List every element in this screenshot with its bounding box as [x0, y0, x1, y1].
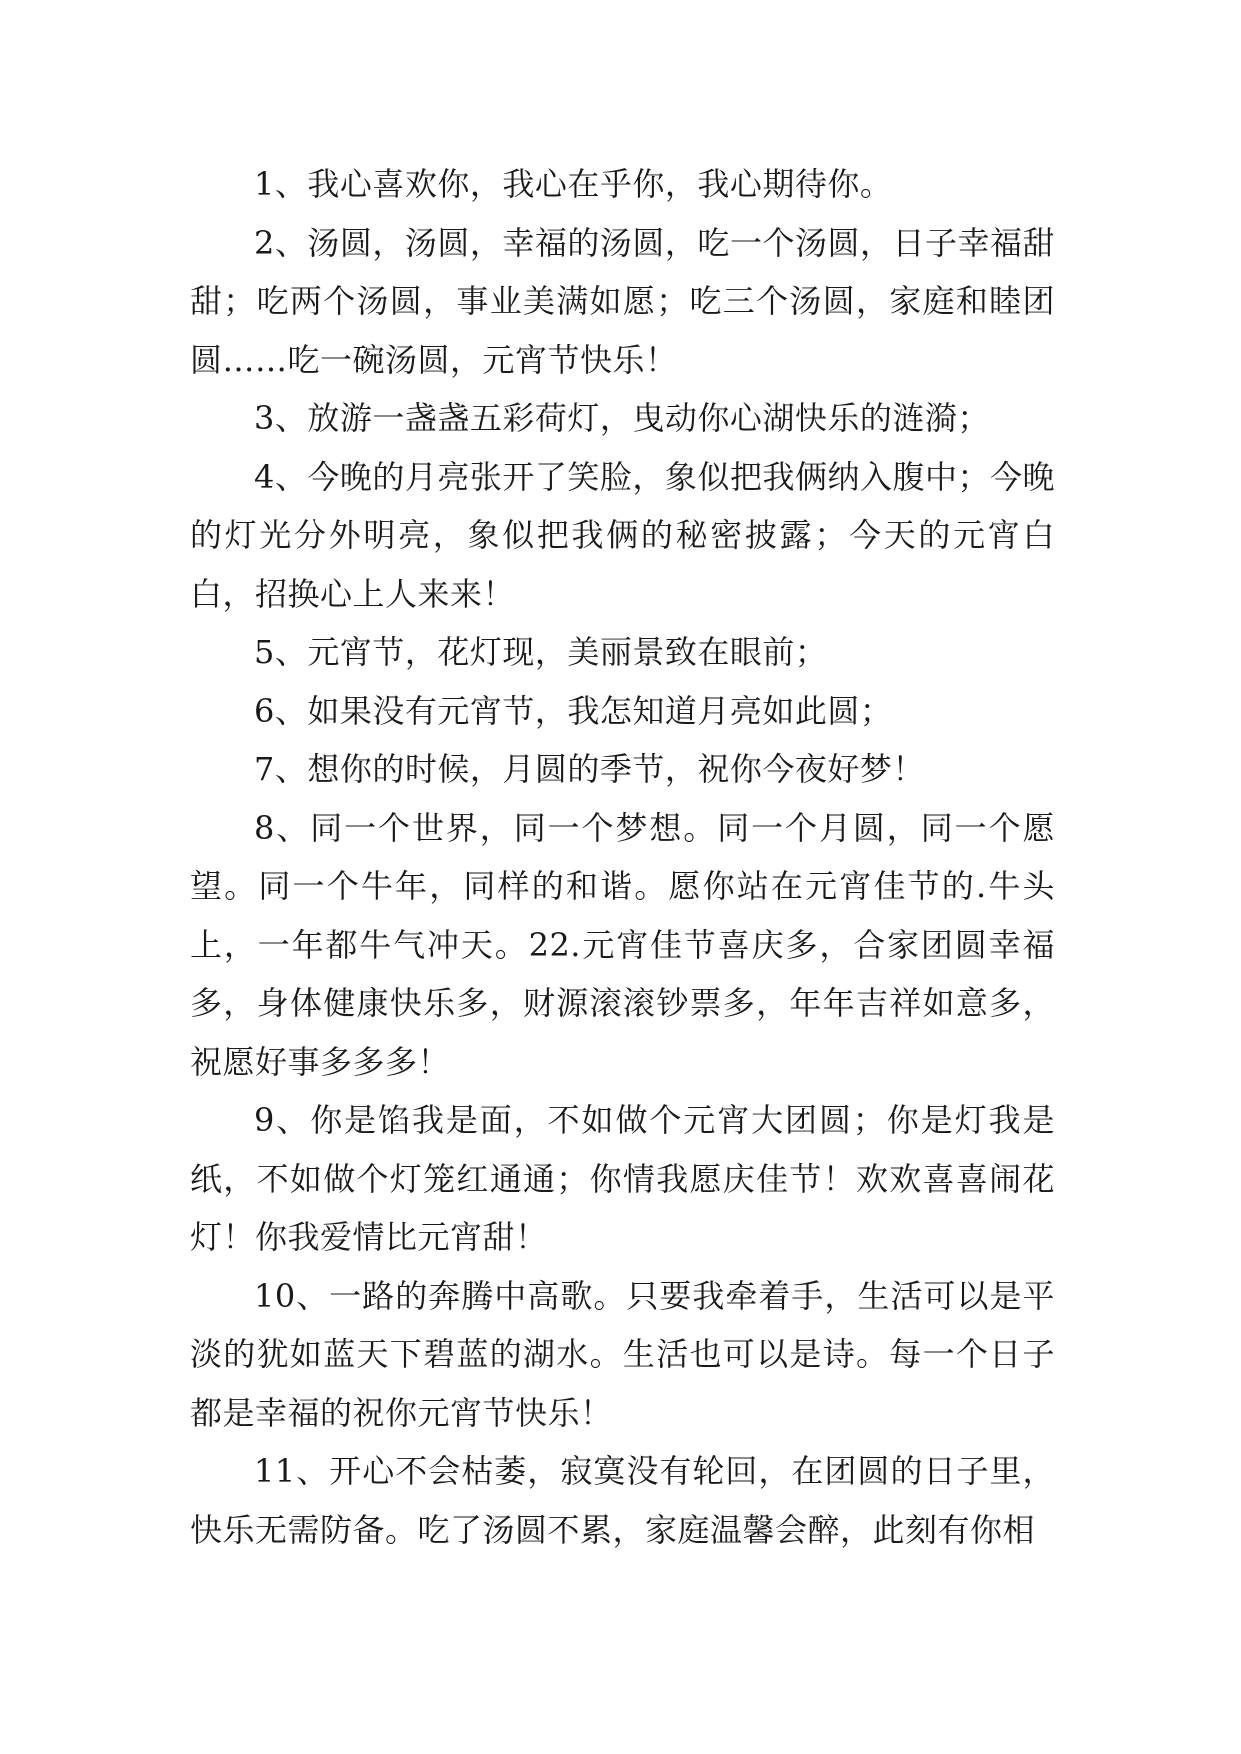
paragraph-8: 8、同一个世界，同一个梦想。同一个月圆，同一个愿望。同一个牛年，同样的和谐。愿你站在元宵佳节的.牛头上，一年都牛气冲天。22.元宵佳节喜庆多，合家团圆幸福多，身体健康快乐多，财源滚滚钞票多，年年吉祥如意多，祝愿好事多多多！: [190, 808, 1055, 1081]
paragraph-10: 10、一路的奔腾中高歌。只要我牵着手，生活可以是平淡的犹如蓝天下碧蓝的湖水。生活也可以是诗。每一个日子都是幸福的祝你元宵节快乐！: [190, 1276, 1055, 1432]
paragraph-1: 1、我心喜欢你，我心在乎你，我心期待你。: [254, 165, 893, 203]
document-body: [190, 155, 1055, 1559]
paragraph-11: 11、开心不会枯萎，寂寞没有轮回，在团圆的日子里，快乐无需防备。吃了汤圆不累，家庭温馨会醉，此刻有你相: [190, 1452, 1055, 1549]
paragraph-6: 6、如果没有元宵节，我怎知道月亮如此圆；: [254, 691, 893, 730]
paragraph-2: 2、汤圆，汤圆，幸福的汤圆，吃一个汤圆，日子幸福甜甜；吃两个汤圆，事业美满如愿；吃三个汤圆，家庭和睦团圆……吃一碗汤圆，元宵节快乐！: [190, 223, 1055, 379]
paragraph-7: 7、想你的时候，月圆的季节，祝你今夜好梦！: [254, 750, 925, 788]
paragraph-5: 5、元宵节，花灯现，美丽景致在眼前；: [254, 633, 828, 671]
paragraph-3: 3、放游一盏盏五彩荷灯，曳动你心湖快乐的涟漪；: [254, 399, 990, 437]
paragraph-9: 9、你是馅我是面，不如做个元宵大团圆；你是灯我是纸，不如做个灯笼红通通；你情我愿庆佳节！欢欢喜喜闹花灯！你我爱情比元宵甜！: [190, 1101, 1055, 1256]
paragraph-4: 4、今晚的月亮张开了笑脸，象似把我俩纳入腹中；今晚的灯光分外明亮，象似把我俩的秘密披露；今天的元宵白白，招换心上人来来！: [190, 457, 1055, 613]
